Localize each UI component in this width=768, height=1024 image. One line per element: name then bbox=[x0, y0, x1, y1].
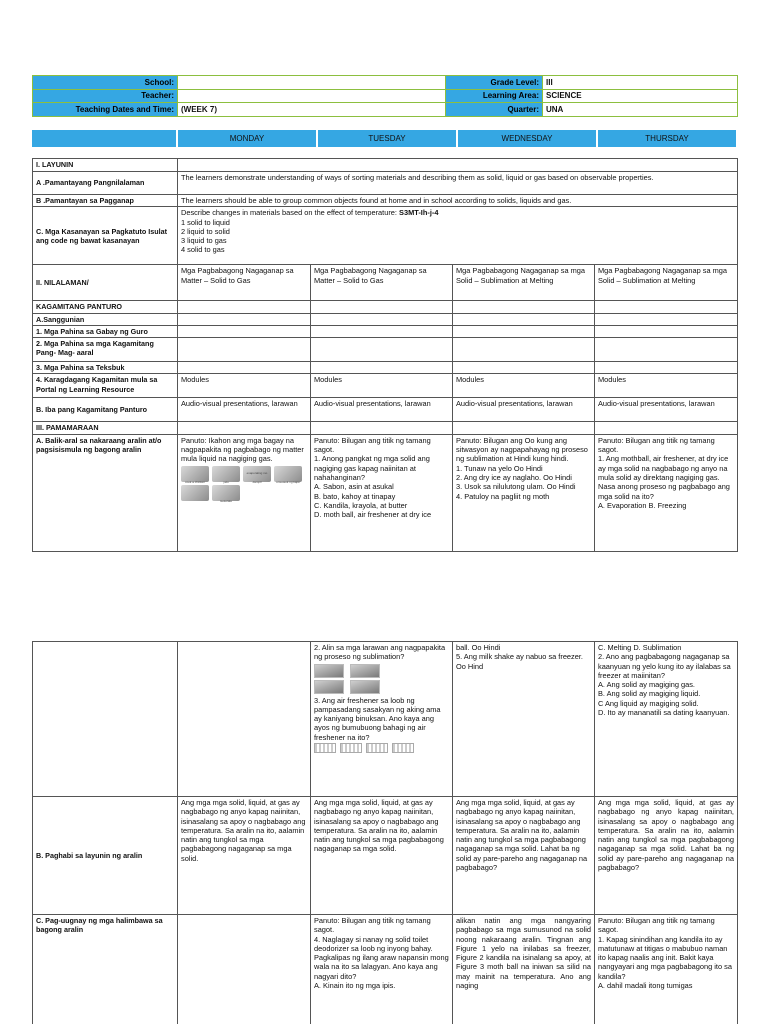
pag-uugnay-tuesday: Panuto: Bilugan ang titik ng tamang sagot. 4. Naglagay si nanay ng solid toilet deodorizer sa loob ng inyong bahay. Pagkalipas ng ilang araw napansin mong wala na ito sa lalagyan. Ano kaya ang nagyari dito? A. Kinain ito ng mga ipis. bbox=[311, 915, 453, 1024]
image-d bbox=[350, 680, 380, 694]
area-label: Learning Area: bbox=[446, 89, 543, 103]
pag-uugnay-thursday: Panuto: Bilugan ang titik ng tamang sagot. 1. Kapag sinindihan ang kandila ito ay matutunaw at titigas o mabubuo naman ito kapag naalis ang init. Bakit kaya nangyayari ang mga pagbabagong ito sa kandila? A. dahil madali itong tumigas bbox=[595, 915, 738, 1024]
quarter-label: Quarter: bbox=[446, 103, 543, 117]
grade-label: Grade Level: bbox=[446, 76, 543, 90]
cooking-image: cook a chicken bbox=[181, 466, 209, 482]
sanggunian-heading: A.Sanggunian bbox=[33, 313, 178, 325]
balik-aral-thursday: Panuto: Bilugan ang titik ng tamang sagot. 1. Ang mothball, air freshener, at dry ice ay mga solid na nagbabago ng anyo na mula solid ay direktang nagiging gas. Nasa anong proseso ng pagbabago ang mga solid na ito? A. Evaporation B. Freezing bbox=[595, 434, 738, 551]
iba-thursday: Audio-visual presentations, larawan bbox=[595, 398, 738, 422]
balik-aral-label: A. Balik-aral sa nakaraang aralin at/o pagsisismula ng bagong aralin bbox=[33, 434, 178, 551]
nilalaman-monday: Mga Pagbabagong Nagaganap sa Matter – Solid to Gas bbox=[178, 265, 311, 301]
portal-wednesday: Modules bbox=[453, 374, 595, 398]
particle-c bbox=[366, 743, 388, 753]
header-table bbox=[32, 75, 738, 117]
image-b bbox=[350, 664, 380, 678]
kasanayan-text: Describe changes in materials based on the effect of temperature: bbox=[181, 208, 397, 218]
nilalaman-wednesday: Mga Pagbabagong Nagaganap sa mga Solid – Sublimation at Melting bbox=[453, 265, 595, 301]
days-header bbox=[32, 130, 738, 147]
blank-image bbox=[181, 485, 209, 501]
nilalaman-label: II. NILALAMAN/ bbox=[33, 265, 178, 301]
quarter-value: UNA bbox=[543, 103, 738, 117]
days-corner bbox=[32, 130, 177, 147]
portal-thursday: Modules bbox=[595, 374, 738, 398]
image-a bbox=[314, 664, 344, 678]
day-wednesday: WEDNESDAY bbox=[457, 130, 597, 147]
teacher-value bbox=[178, 89, 446, 103]
page-2 bbox=[0, 612, 768, 1024]
cont-thursday: C. Melting D. Sublimation 2. Ano ang pagbabagong nagaganap sa kaanyuan ng yelo kung ito ay ilalabas sa freezer at maiinitan? A. Ang solid ay magiging gas. B. Ang solid ay magiging liquid. C Ang liquid ay magiging solid. D. Ito ay mananatili sa dating kaanyuan. bbox=[595, 642, 738, 797]
sublimation-images bbox=[314, 664, 449, 678]
particle-d bbox=[392, 743, 414, 753]
iba-monday: Audio-visual presentations, larawan bbox=[178, 398, 311, 422]
kasanayan-list: 1 solid to liquid 2 liquid to solid 3 liquid to gas 4 solid to gas bbox=[181, 217, 230, 255]
kagamitan-heading: KAGAMITANG PANTURO bbox=[33, 301, 178, 313]
lesson-table-page-2 bbox=[32, 641, 738, 1024]
balik-aral-tuesday: Panuto: Bilugan ang titik ng tamang sagot. 1. Anong pangkat ng mga solid ang nagiging gas kapag naiinitan at nahahanginan? A. Sabon, asin at asukal B. bato, kahoy at tinapay C. Kandila, krayola, at butter D. moth ball, air freshener at dry ice bbox=[311, 434, 453, 551]
paghabi-monday: Ang mga mga solid, liquid, at gas ay nagbabago ng anyo kapag naiinitan, isinasalang sa apoy o nagbabago ang temperatura. Sa aralin na ito, aalamin natin ang tungkol sa mga pagbabagong nagaganap sa mga solid. bbox=[178, 797, 311, 915]
day-thursday: THURSDAY bbox=[597, 130, 737, 147]
pamantayang-label: A .Pamantayang Pangnilalaman bbox=[33, 172, 178, 195]
portal-monday: Modules bbox=[178, 374, 311, 398]
particle-images bbox=[314, 743, 449, 753]
image-c bbox=[314, 680, 344, 694]
chocolate-image: tsokolate bbox=[212, 485, 240, 501]
paghabi-wednesday: Ang mga mga solid, liquid, at gas ay nagbabago ng anyo kapag naiinitan, isinasalang sa apoy o nagbabago ang temperatura. Sa aralin na ito, aalamin natin ang tungkol sa mga pagbabagong nagaganap sa mga solid. Lahat ba ng solid ay pare-pareho ang nagaganap na pagbabago? bbox=[453, 797, 595, 915]
iba-wednesday: Audio-visual presentations, larawan bbox=[453, 398, 595, 422]
balik-aral-monday: Panuto: Ikahon ang mga bagay na nagpapakita ng pagbabago ng matter mula liquid na nagiging gas. bbox=[181, 435, 304, 464]
iba-pang-kagamitan-label: B. Iba pang Kagamitang Panturo bbox=[33, 398, 178, 422]
kagamitang-mag-aaral-label: 2. Mga Pahina sa mga Kagamitang Pang- Mag- aaral bbox=[33, 338, 178, 362]
pag-uugnay-wednesday: alikan natin ang mga nangyaring pagbabago sa mga sumusunod na solid noong nakaraang aralin. Tingnan ang Figure 1 yelo na inilabas sa freezer, Figure 2 kandila na isinalang sa apoy, at Figure 3 moth ball na iniwan sa silid na may mainit na temperatura. Ano ang naging bbox=[453, 915, 595, 1024]
particle-a bbox=[314, 743, 336, 753]
nilalaman-tuesday: Mga Pagbabagong Nagaganap sa Matter – Solid to Gas bbox=[311, 265, 453, 301]
pamamaraan-heading: III. PAMAMARAAN bbox=[33, 422, 178, 434]
school-label: School: bbox=[33, 76, 178, 90]
paghabi-label: B. Paghabi sa layunin ng aralin bbox=[33, 797, 178, 915]
pagganap-text: The learners should be able to group common objects found at home and in school according to solids, liquids and gas. bbox=[178, 195, 738, 207]
school-value bbox=[178, 76, 446, 90]
grade-value: III bbox=[543, 76, 738, 90]
kasanayan-code: S3MT-Ih-j-4 bbox=[399, 208, 439, 218]
teacher-label: Teacher: bbox=[33, 89, 178, 103]
balik-aral-wednesday: Panuto: Bilugan ang Oo kung ang sitwasyon ay nagpapahayag ng proseso ng sublimation at Hindi kung hindi. 1. Tunaw na yelo Oo Hindi 2. Ang dry ice ay naglaho. Oo Hindi 3. Usok sa nilulutong ulam. Oo Hindi 4. Patuloy na pagliit ng moth bbox=[453, 434, 595, 551]
cont-tuesday-q2: 2. Alin sa mga larawan ang nagpapakita ng proseso ng sublimation? bbox=[314, 643, 446, 662]
paghabi-tuesday: Ang mga mga solid, liquid, at gas ay nagbabago ng anyo kapag naiinitan, isinasalang sa apoy o nagbabago ang temperatura. Sa aralin na ito, aalamin natin ang tungkol sa mga pagbabagong nagaganap sa mga solid. bbox=[311, 797, 453, 915]
iba-tuesday: Audio-visual presentations, larawan bbox=[311, 398, 453, 422]
evaporating-image: evaporating mo dampil bbox=[243, 466, 271, 482]
day-monday: MONDAY bbox=[177, 130, 317, 147]
pamantayang-text: The learners demonstrate understanding of ways of sorting materials and describing them as solid, liquid or gas based on observable properties. bbox=[178, 172, 738, 195]
lesson-table-page-1 bbox=[32, 158, 738, 552]
paghabi-thursday: Ang mga mga solid, liquid, at gas ay nagbabago ng anyo kapag naiinitan, isinasalang sa apoy o nagbabago ang temperatura. Sa aralin na ito, aalamin natin ang tungkol sa mga pagbabagong nagaganap sa mga solid. Lahat ba ng solid ay pare-pareho ang nagaganap na pagbabago? bbox=[595, 797, 738, 915]
particle-b bbox=[340, 743, 362, 753]
gabay-guro-label: 1. Mga Pahina sa Gabay ng Guro bbox=[33, 325, 178, 337]
kasanayan-label: C. Mga Kasanayan sa Pagkatuto Isulat ang code ng bawat kasanayan bbox=[33, 207, 178, 265]
portal-label: 4. Karagdagang Kagamitan mula sa Portal ng Learning Resource bbox=[33, 374, 178, 398]
coffee-image: umuusok ng kape bbox=[274, 466, 302, 482]
dates-label: Teaching Dates and Time: bbox=[33, 103, 178, 117]
dates-value: (WEEK 7) bbox=[178, 103, 446, 117]
balik-aral-images bbox=[181, 466, 307, 504]
pag-uugnay-label: C. Pag-uugnay ng mga halimbawa sa bagong aralin bbox=[33, 915, 178, 1024]
cont-tuesday-q3: 3. Ang air freshener sa loob ng pampasadang sasakyan ng aking ama ay kaniyang binuksan. Ano kaya ang ayos ng bumubuong bahagi ng air freshener na ito? bbox=[314, 695, 441, 742]
teksbuk-label: 3. Mga Pahina sa Teksbuk bbox=[33, 362, 178, 374]
pagganap-label: B .Pamantayan sa Pagganap bbox=[33, 195, 178, 207]
area-value: SCIENCE bbox=[543, 89, 738, 103]
layunin-heading: I. LAYUNIN bbox=[33, 159, 178, 172]
cont-wednesday: ball. Oo Hindi 5. Ang milk shake ay nabuo sa freezer. Oo Hind bbox=[453, 642, 595, 797]
portal-tuesday: Modules bbox=[311, 374, 453, 398]
day-tuesday: TUESDAY bbox=[317, 130, 457, 147]
nilalaman-thursday: Mga Pagbabagong Nagaganap sa mga Solid – Sublimation at Melting bbox=[595, 265, 738, 301]
ice-image: yelo bbox=[212, 466, 240, 482]
